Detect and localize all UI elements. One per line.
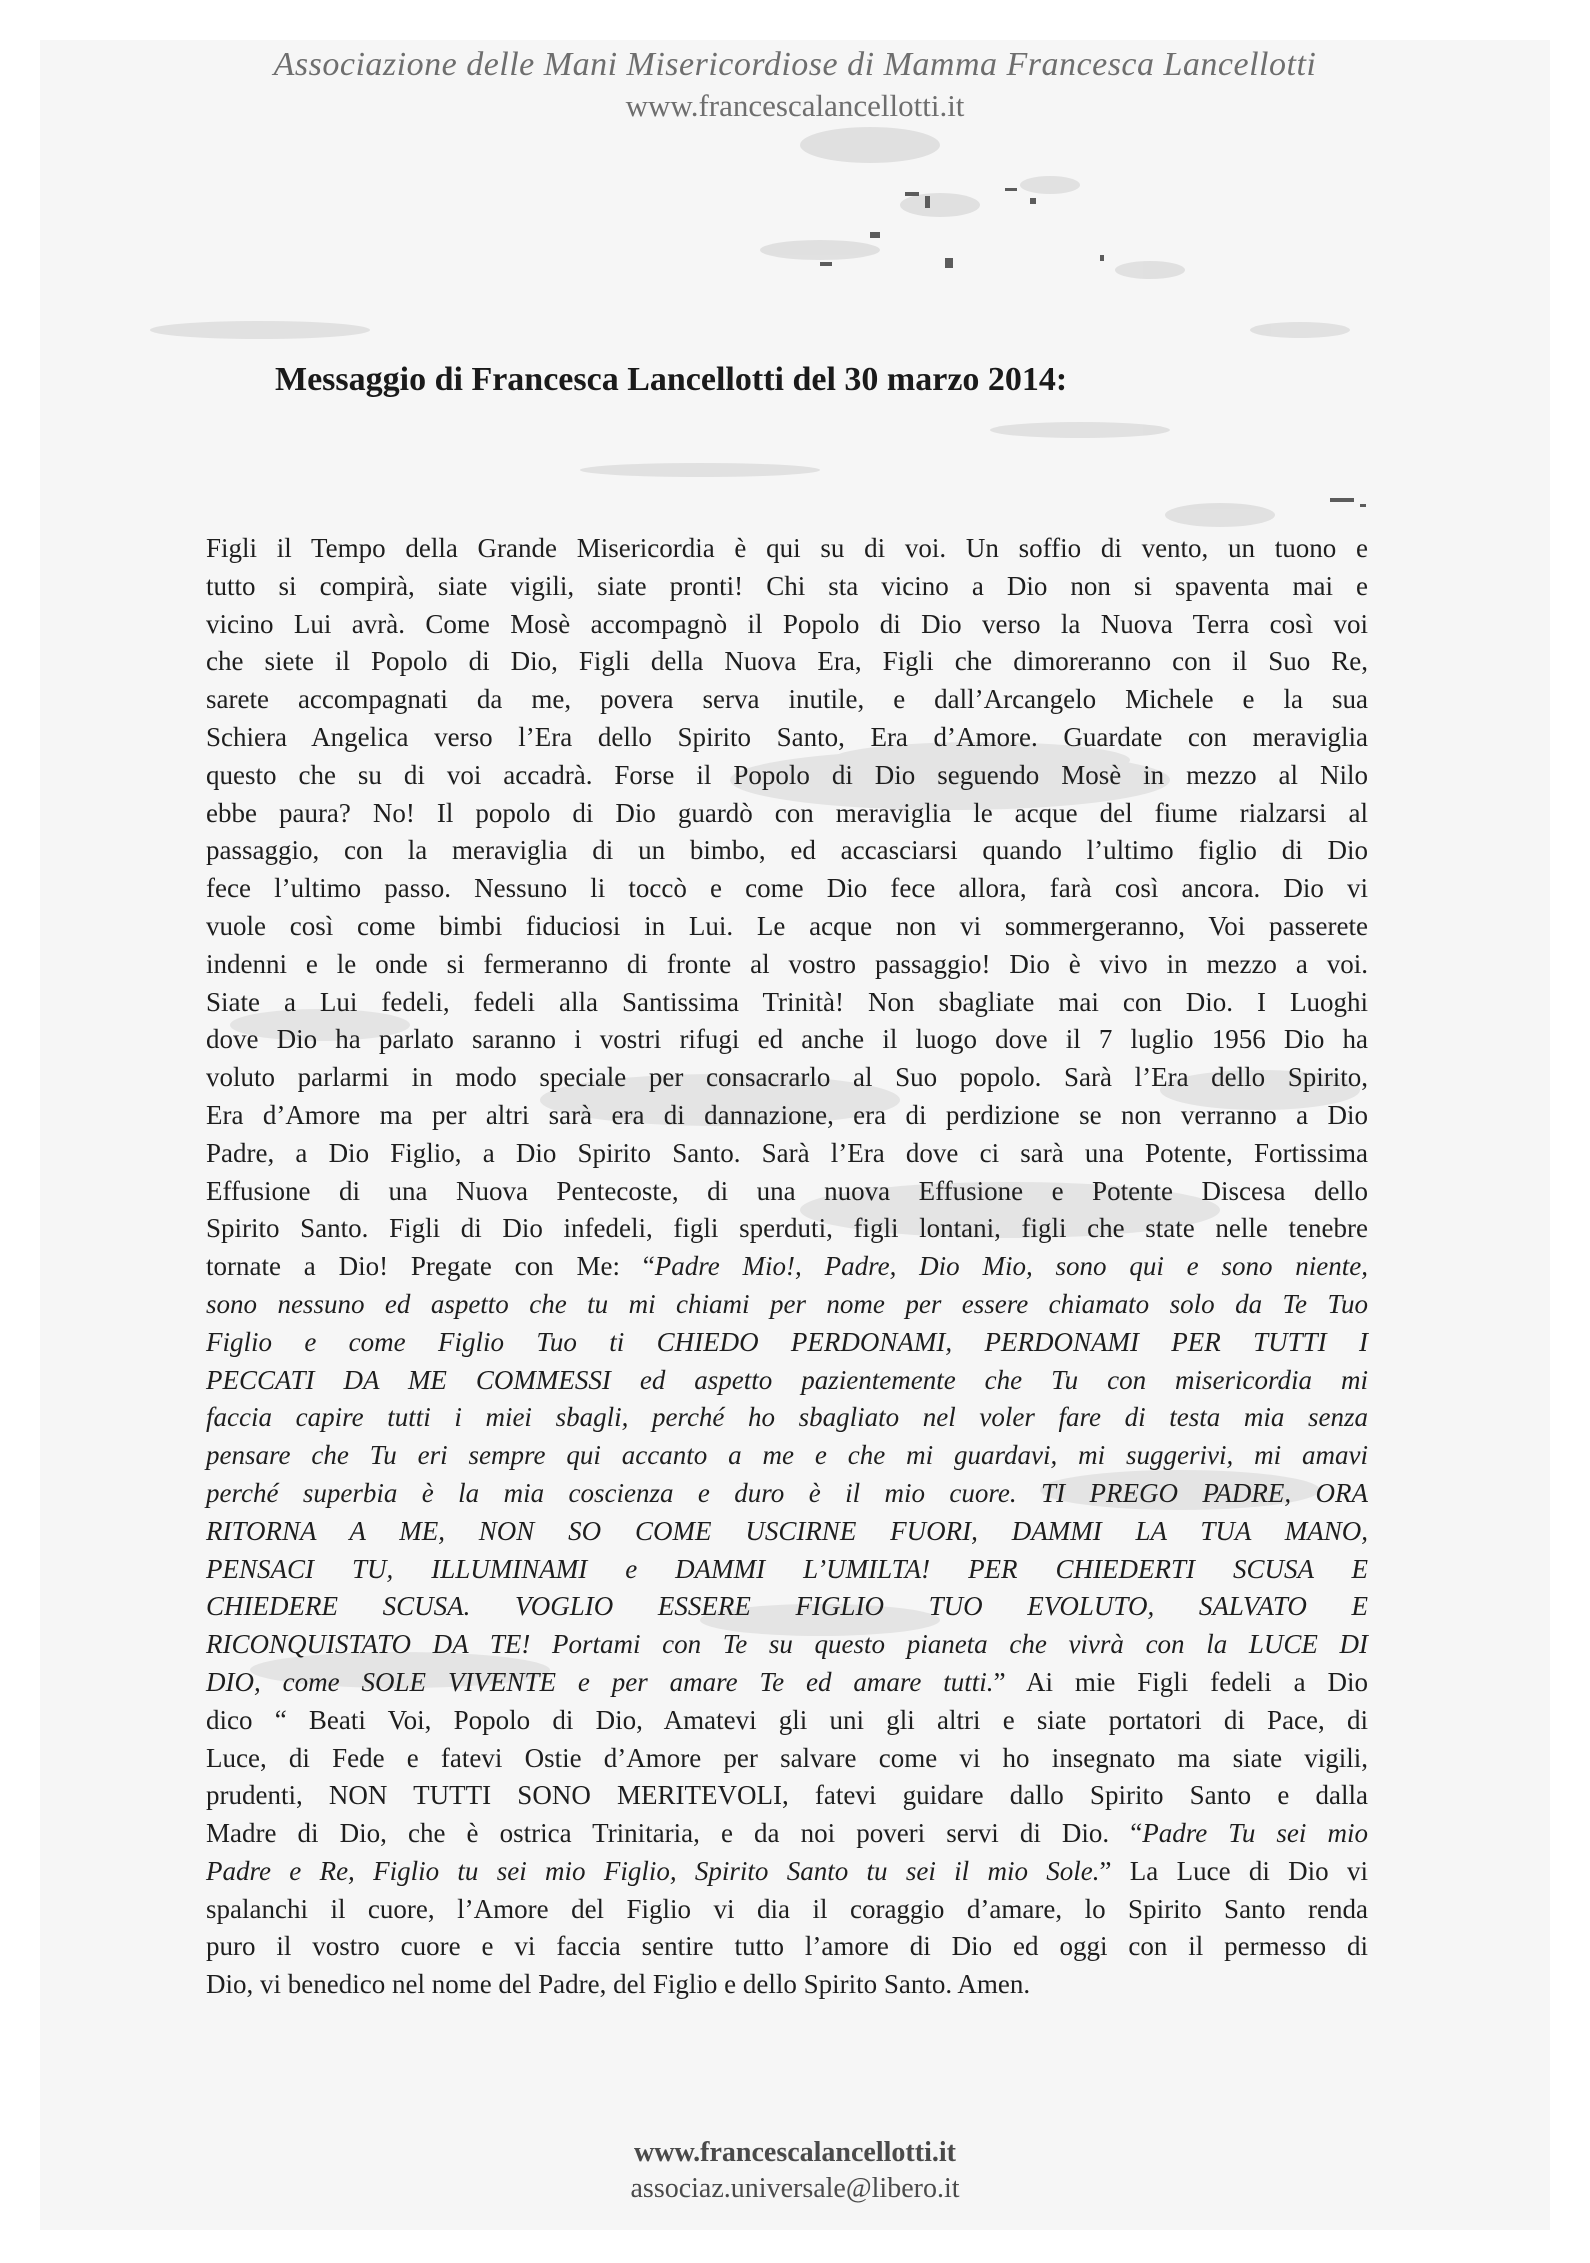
message-line xyxy=(206,1399,1368,1437)
message-text: Era d’Amore ma per altri sarà era di dannazione, era di perdizione se non verranno a Dio xyxy=(206,1099,1368,1130)
message-line xyxy=(206,1059,1368,1097)
message-line xyxy=(206,757,1368,795)
message-line xyxy=(206,1928,1368,1966)
message-text: che siete il Popolo di Dio, Figli della Nuova Era, Figli che dimoreranno con il Suo Re, xyxy=(206,646,1368,677)
prayer-text: PENSACI TU, ILLUMINAMI e DAMMI L’UMILTA! PER CHIEDERTI SCUSA E xyxy=(206,1553,1368,1584)
message-text: Siate a Lui fedeli, fedeli alla Santissima Trinità! Non sbagliate mai con Dio. I Luoghi xyxy=(206,986,1368,1017)
message-text: tutto si compirà, siate vigili, siate pronti! Chi sta vicino a Dio non si spaventa mai e xyxy=(206,570,1368,601)
prayer-text: Padre Mio!, Padre, Dio Mio, sono qui e sono niente, xyxy=(654,1251,1368,1282)
message-line xyxy=(206,1248,1368,1286)
message-line xyxy=(206,1853,1368,1891)
message-text: fece l’ultimo passo. Nessuno li toccò e come Dio fece allora, farà così ancora. Dio vi xyxy=(206,873,1368,904)
association-name: Associazione delle Mani Misericordiose di Mamma Francesca Lancellotti xyxy=(273,46,1317,83)
header-website: www.francescalancellotti.it xyxy=(625,88,965,123)
message-line xyxy=(206,1135,1368,1173)
prayer-text: PECCATI DA ME COMMESSI ed aspetto pazientemente che Tu con misericordia mi xyxy=(206,1364,1368,1395)
message-line xyxy=(206,681,1368,719)
message-text: sarete accompagnati da me, povera serva inutile, e dall’Arcangelo Michele e la sua xyxy=(206,684,1368,715)
message-line xyxy=(206,568,1368,606)
message-text: passaggio, con la meraviglia di un bimbo, ed accasciarsi quando l’ultimo figlio di Dio xyxy=(206,835,1368,866)
message-text: ” Ai mie Figli fedeli a Dio xyxy=(993,1666,1368,1697)
message-text: indenni e le onde si fermeranno di fronte al vostro passaggio! Dio è vivo in mezzo a voi. xyxy=(206,948,1368,979)
document-footer xyxy=(0,2135,1590,2207)
message-line xyxy=(206,1891,1368,1929)
message-text: Luce, di Fede e fatevi Ostie d’Amore per salvare come vi ho insegnato ma siate vigili, xyxy=(206,1742,1368,1773)
message-text: voluto parlarmi in modo speciale per consacrarlo al Suo popolo. Sarà l’Era dello Spirito, xyxy=(206,1062,1368,1093)
message-text: Madre di Dio, che è ostrica Trinitaria, e da noi poveri servi di Dio. “ xyxy=(206,1818,1143,1849)
message-text: dico “ Beati Voi, Popolo di Dio, Amatevi gli uni gli altri e siate portatori di Pace, di xyxy=(206,1704,1368,1735)
message-text: Dio, vi benedico nel nome del Padre, del Figlio e dello Spirito Santo. Amen. xyxy=(206,1969,1031,2000)
message-body xyxy=(206,530,1368,2004)
message-line xyxy=(206,1097,1368,1135)
message-text: Schiera Angelica verso l’Era dello Spirito Santo, Era d’Amore. Guardate con meraviglia xyxy=(206,721,1368,752)
message-line xyxy=(206,1588,1368,1626)
message-line xyxy=(206,606,1368,644)
message-line xyxy=(206,1551,1368,1589)
footer-email: associaz.universale@libero.it xyxy=(630,2173,960,2204)
message-line xyxy=(206,908,1368,946)
prayer-text: sono nessuno ed aspetto che tu mi chiami per nome per essere chiamato solo da Te Tuo xyxy=(206,1288,1368,1319)
prayer-text: RICONQUISTATO DA TE! Portami con Te su questo pianeta che vivrà con la LUCE DI xyxy=(206,1629,1368,1660)
message-line xyxy=(206,1815,1368,1853)
message-line xyxy=(206,1513,1368,1551)
message-text: prudenti, NON TUTTI SONO MERITEVOLI, fatevi guidare dallo Spirito Santo e dalla xyxy=(206,1780,1368,1811)
message-text: Padre, a Dio Figlio, a Dio Spirito Santo. Sarà l’Era dove ci sarà una Potente, Fortissima xyxy=(206,1137,1368,1168)
message-line xyxy=(206,643,1368,681)
prayer-text: perché superbia è la mia coscienza e duro è il mio cuore. TI PREGO PADRE, ORA xyxy=(206,1477,1368,1508)
message-line xyxy=(206,1021,1368,1059)
message-line xyxy=(206,1740,1368,1778)
message-text: puro il vostro cuore e vi faccia sentire tutto l’amore di Dio ed oggi con il permesso di xyxy=(206,1931,1368,1962)
message-text: vicino Lui avrà. Come Mosè accompagnò il Popolo di Dio verso la Nuova Terra così voi xyxy=(206,608,1368,639)
message-text: Spirito Santo. Figli di Dio infedeli, figli sperduti, figli lontani, figli che state nelle tenebre xyxy=(206,1213,1368,1244)
message-line xyxy=(206,1210,1368,1248)
message-line xyxy=(206,1475,1368,1513)
message-line xyxy=(206,870,1368,908)
message-line xyxy=(206,1626,1368,1664)
message-text: Figli il Tempo della Grande Misericordia è qui su di voi. Un soffio di vento, un tuono e xyxy=(206,533,1368,563)
message-line xyxy=(206,1362,1368,1400)
message-text: dove Dio ha parlato saranno i vostri rifugi ed anche il luogo dove il 7 luglio 1956 Dio ha xyxy=(206,1024,1368,1055)
footer-website: www.francescalancellotti.it xyxy=(634,2137,956,2168)
message-line xyxy=(206,984,1368,1022)
document-header xyxy=(0,44,1590,126)
message-line xyxy=(206,832,1368,870)
message-text: questo che su di voi accadrà. Forse il Popolo di Dio seguendo Mosè in mezzo al Nilo xyxy=(206,759,1368,790)
message-line xyxy=(206,530,1368,568)
prayer-text: faccia capire tutti i miei sbagli, perché ho sbagliato nel voler fare di testa mia senza xyxy=(206,1402,1368,1433)
message-text: spalanchi il cuore, l’Amore del Figlio vi dia il coraggio d’amare, lo Spirito Santo renda xyxy=(206,1893,1368,1924)
message-line xyxy=(206,1777,1368,1815)
message-line xyxy=(206,1966,1368,2004)
message-line xyxy=(206,1173,1368,1211)
message-text: vuole così come bimbi fiduciosi in Lui. Le acque non vi sommergeranno, Voi passerete xyxy=(206,910,1368,941)
prayer-text: DIO, come SOLE VIVENTE e per amare Te ed amare tutti. xyxy=(206,1666,994,1697)
message-line xyxy=(206,795,1368,833)
message-text: ” La Luce di Dio vi xyxy=(1099,1855,1368,1886)
prayer-text: Figlio e come Figlio Tuo ti CHIEDO PERDONAMI, PERDONAMI PER TUTTI I xyxy=(206,1326,1368,1357)
message-text: Effusione di una Nuova Pentecoste, di una nuova Effusione e Potente Discesa dello xyxy=(206,1175,1368,1206)
prayer-text: CHIEDERE SCUSA. VOGLIO ESSERE FIGLIO TUO EVOLUTO, SALVATO E xyxy=(206,1591,1368,1622)
message-title: Messaggio di Francesca Lancellotti del 30 marzo 2014: xyxy=(275,361,1068,398)
message-text: ebbe paura? No! Il popolo di Dio guardò con meraviglia le acque del fiume rialzarsi al xyxy=(206,797,1368,828)
message-line xyxy=(206,1324,1368,1362)
message-line xyxy=(206,1702,1368,1740)
message-line xyxy=(206,719,1368,757)
message-line xyxy=(206,1286,1368,1324)
prayer-text: Padre e Re, Figlio tu sei mio Figlio, Spirito Santo tu sei il mio Sole. xyxy=(206,1855,1100,1886)
message-text: tornate a Dio! Pregate con Me: “ xyxy=(206,1251,655,1282)
prayer-text: RITORNA A ME, NON SO COME USCIRNE FUORI, DAMMI LA TUA MANO, xyxy=(206,1515,1368,1546)
prayer-text: pensare che Tu eri sempre qui accanto a me e che mi guardavi, mi suggerivi, mi amavi xyxy=(206,1440,1368,1471)
message-line xyxy=(206,1437,1368,1475)
message-line xyxy=(206,1664,1368,1702)
prayer-text: Padre Tu sei mio xyxy=(1142,1818,1368,1849)
message-line xyxy=(206,946,1368,984)
